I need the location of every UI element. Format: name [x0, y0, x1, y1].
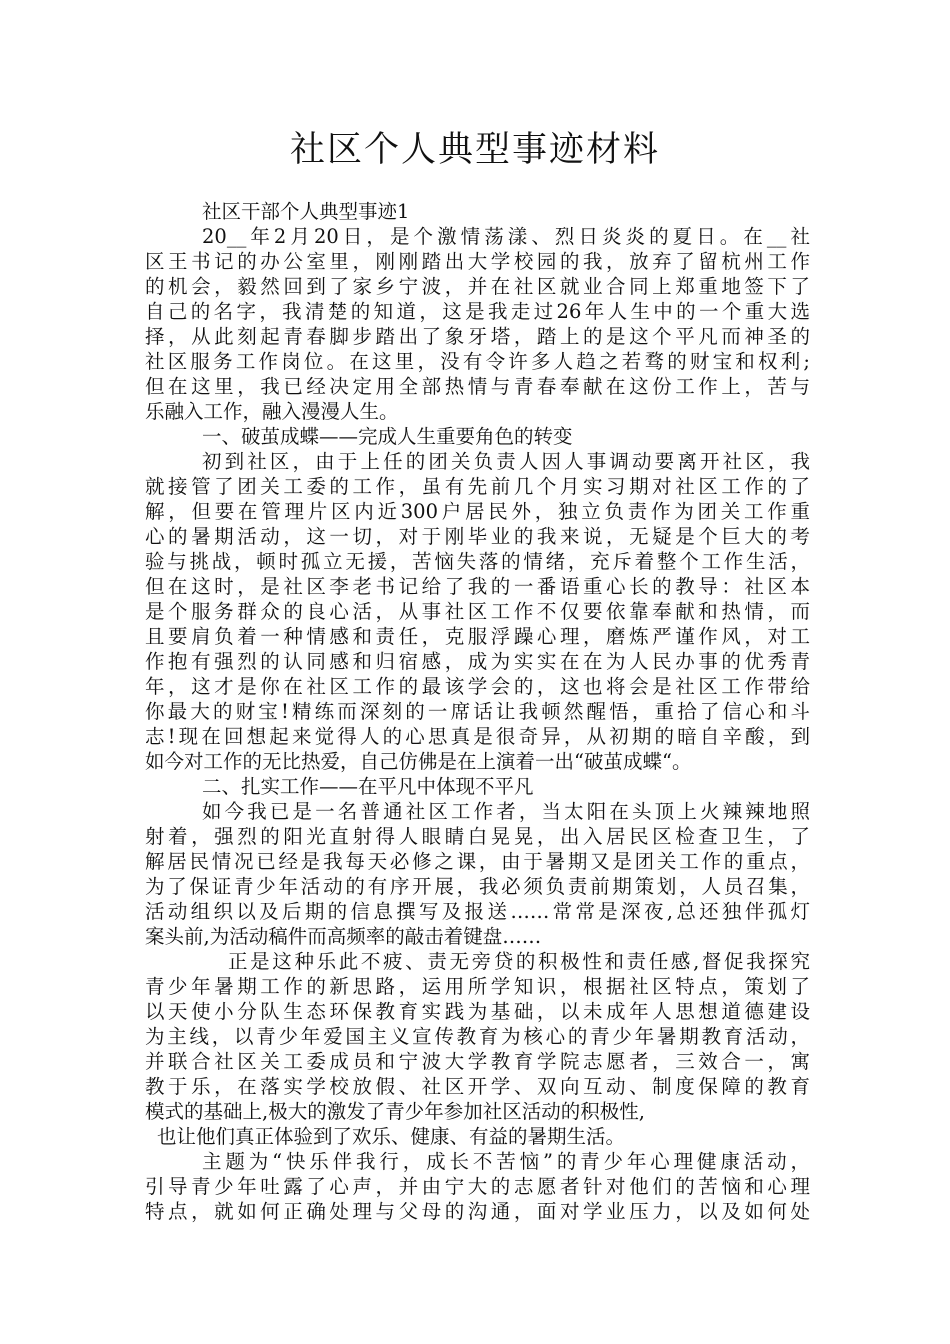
- document-title: 社区个人典型事迹材料: [289, 130, 660, 170]
- text-line: 也让他们真正体验到了欢乐、健康、有益的暑期生活。: [157, 1125, 626, 1148]
- text-line: 解，但要在管理片区内近300户居民外，独立负责作为团关工作重: [145, 500, 810, 523]
- text-line: 引导青少年吐露了心声，并由宁大的志愿者针对他们的苦恼和心理: [145, 1175, 810, 1198]
- text-line: 为了保证青少年活动的有序开展，我必须负责前期策划，人员召集，: [145, 875, 810, 898]
- text-line: 如今对工作的无比热爱，自己仿佛是在上演着一出“破茧成蝶“。: [145, 750, 692, 773]
- text-line: 心的暑期活动，这一切，对于刚毕业的我来说，无疑是个巨大的考: [145, 525, 810, 548]
- text-line: 活动组织以及后期的信息撰写及报送……常常是深夜,总还独伴孤灯: [145, 900, 810, 923]
- text-line: 年，这才是你在社区工作的最该学会的，这也将会是社区工作带给: [145, 675, 810, 698]
- text-line: 一、破茧成蝶——完成人生重要角色的转变: [202, 425, 573, 448]
- text-line: 择，从此刻起青春脚步踏出了象牙塔，踏上的是这个平凡而神圣的: [145, 325, 810, 348]
- text-line: 射着，强烈的阳光直射得人眼睛白晃晃，出入居民区检查卫生，了: [145, 825, 810, 848]
- text-line: 但在这时，是社区李老书记给了我的一番语重心长的教导：社区本: [145, 575, 810, 598]
- text-line: 如今我已是一名普通社区工作者，当太阳在头顶上火辣辣地照: [202, 800, 810, 823]
- text-line: 正是这种乐此不疲、责无旁贷的积极性和责任感,督促我探究: [228, 950, 810, 973]
- text-line: 并联合社区关工委成员和宁波大学教育学院志愿者，三效合一，寓: [145, 1050, 810, 1073]
- text-line: 特点，就如何正确处理与父母的沟通，面对学业压力，以及如何处: [145, 1200, 810, 1223]
- text-line: 以天使小分队生态环保教育实践为基础，以未成年人思想道德建设: [145, 1000, 810, 1023]
- text-line: 就接管了团关工委的工作，虽有先前几个月实习期对社区工作的了: [145, 475, 810, 498]
- text-line: 主题为“快乐伴我行，成长不苦恼”的青少年心理健康活动，: [202, 1150, 810, 1173]
- document-body: [145, 199, 810, 1224]
- text-line: 是个服务群众的良心活，从事社区工作不仅要依靠奉献和热情，而: [145, 600, 810, 623]
- text-line: 二、扎实工作——在平凡中体现不平凡: [202, 775, 534, 798]
- text-line: 社区干部个人典型事迹1: [202, 200, 410, 223]
- text-line: 案头前,为活动稿件而高频率的敲击着键盘……: [145, 925, 542, 948]
- text-line: 为主线，以青少年爱国主义宣传教育为核心的青少年暑期教育活动，: [145, 1025, 810, 1048]
- text-line: 区王书记的办公室里，刚刚踏出大学校园的我，放弃了留杭州工作: [145, 250, 810, 273]
- text-line: 社区服务工作岗位。在这里，没有令许多人趋之若骛的财宝和权利;: [145, 350, 810, 373]
- text-line: 解居民情况已经是我每天必修之课，由于暑期又是团关工作的重点，: [145, 850, 810, 873]
- text-line: 且要肩负着一种情感和责任，克服浮躁心理，磨炼严谨作风，对工: [145, 625, 810, 648]
- text-line: 20__年2月20日，是个激情荡漾、烈日炎炎的夏日。在__社: [202, 225, 810, 248]
- text-line: 你最大的财宝!精练而深刻的一席话让我顿然醒悟，重拾了信心和斗: [145, 700, 810, 723]
- text-line: 青少年暑期工作的新思路，运用所学知识，根据社区特点，策划了: [145, 975, 810, 998]
- text-line: 教于乐，在落实学校放假、社区开学、双向互动、制度保障的教育: [145, 1075, 810, 1098]
- text-line: 但在这里，我已经决定用全部热情与青春奉献在这份工作上，苦与: [145, 375, 810, 398]
- text-line: 的机会，毅然回到了家乡宁波，并在社区就业合同上郑重地签下了: [145, 275, 810, 298]
- text-line: 模式的基础上,极大的激发了青少年参加社区活动的积极性,: [145, 1100, 645, 1123]
- text-line: 初到社区，由于上任的团关负责人因人事调动要离开社区，我: [202, 450, 810, 473]
- text-line: 志!现在回想起来觉得人的心思真是很奇异，从初期的暗自辛酸，到: [145, 725, 810, 748]
- text-line: 验与挑战，顿时孤立无援，苦恼失落的情绪，充斥着整个工作生活，: [145, 550, 810, 573]
- text-line: 乐融入工作，融入漫漫人生。: [145, 400, 399, 423]
- text-line: 自己的名字，我清楚的知道，这是我走过26年人生中的一个重大选: [145, 300, 810, 323]
- text-line: 作抱有强烈的认同感和归宿感，成为实实在在为人民办事的优秀青: [145, 650, 810, 673]
